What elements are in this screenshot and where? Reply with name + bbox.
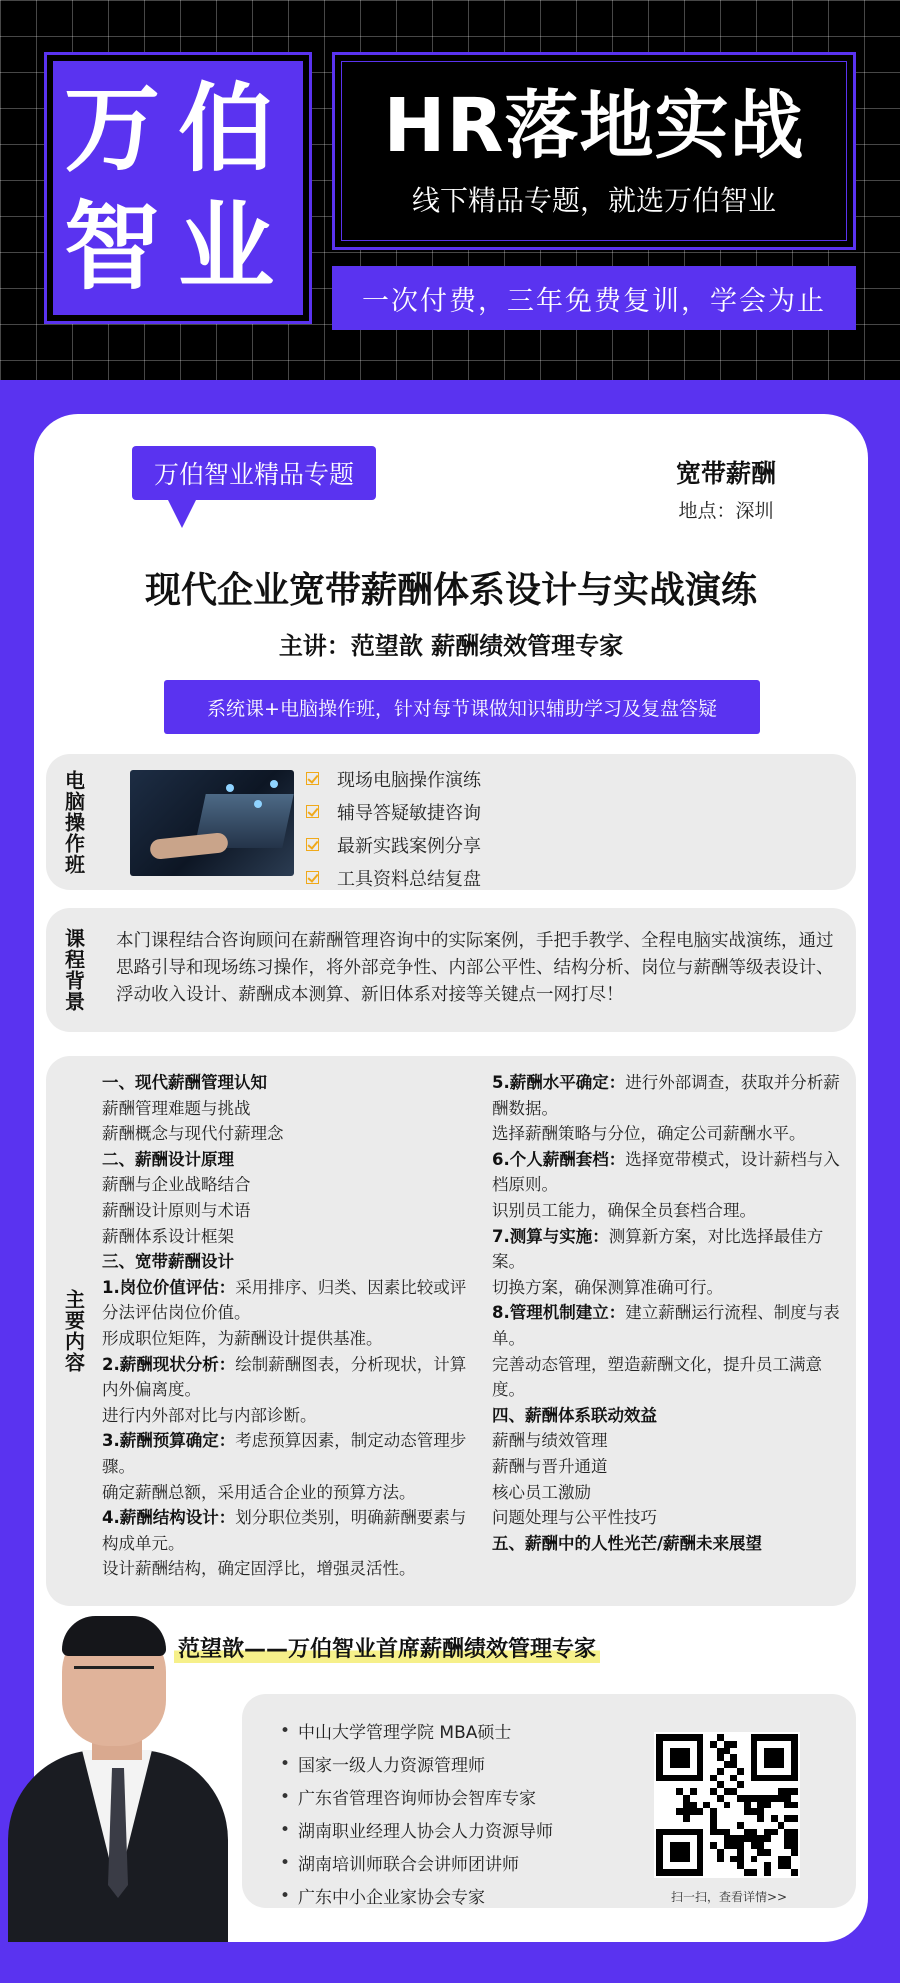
check-icon	[306, 772, 319, 785]
list-item: 5.薪酬水平确定：进行外部调查，获取并分析薪酬数据。	[492, 1073, 840, 1118]
list-item: 识别员工能力，确保全员套档合理。	[492, 1200, 756, 1220]
list-item: 问题处理与公平性技巧	[492, 1508, 657, 1528]
list-item: 薪酬与晋升通道	[492, 1456, 608, 1476]
contents-left-column	[102, 1070, 474, 1582]
list-item: • 广东中小企业家协会专家	[280, 1879, 553, 1912]
list-item: 选择薪酬策略与分位，确定公司薪酬水平。	[492, 1124, 806, 1144]
instructor-bio-panel	[242, 1694, 856, 1908]
course-title: 现代企业宽带薪酬体系设计与实战演练	[144, 570, 757, 611]
computer-class-list	[306, 762, 481, 894]
headline-box	[332, 52, 856, 250]
qr-block[interactable]	[654, 1732, 804, 1905]
list-item: 确定薪酬总额，采用适合企业的预算方法。	[102, 1482, 416, 1502]
list-item: 辅导答疑敏捷咨询	[306, 795, 481, 828]
brand-logo	[53, 61, 303, 315]
background-panel	[46, 908, 856, 1032]
list-item: 4.薪酬结构设计：划分职位类别，明确薪酬要素与构成单元。	[102, 1508, 467, 1553]
check-icon	[306, 805, 319, 818]
topic-tag: 万伯智业精品专题	[132, 446, 376, 500]
list-item: 完善动态管理，塑造薪酬文化，提升员工满意度。	[492, 1354, 822, 1400]
topic-info	[676, 454, 776, 523]
list-item: 设计薪酬结构，确定固浮比，增强灵活性。	[102, 1559, 416, 1579]
list-item: • 湖南职业经理人协会人力资源导师	[280, 1813, 553, 1846]
lecturer-line: 主讲：范望歆 薪酬绩效管理专家	[278, 632, 624, 660]
slogan-bar: 一次付费，三年免费复训，学会为止	[332, 266, 856, 330]
highlight-bar: 系统课+电脑操作班，针对每节课做知识辅助学习及复盘答疑	[164, 680, 760, 734]
list-item: 切换方案，确保测算准确可行。	[492, 1277, 723, 1297]
list-item: 形成职位矩阵，为薪酬设计提供基准。	[102, 1328, 383, 1348]
list-item: 2.薪酬现状分析：绘制薪酬图表，分析现状，计算内外偏离度。	[102, 1354, 467, 1400]
list-item: 8.管理机制建立：建立薪酬运行流程、制度与表单。	[492, 1303, 840, 1348]
contents-panel	[46, 1056, 856, 1606]
list-item: 薪酬与企业战略结合	[102, 1175, 251, 1195]
brand-line-1: 万伯	[64, 73, 292, 185]
list-item: 6.个人薪酬套档：选择宽带模式，设计薪档与入档原则。	[492, 1149, 840, 1195]
headline-subtitle: 线下精品专题，就选万伯智业	[411, 184, 776, 217]
instructor-title: 范望歆——万伯智业首席薪酬绩效管理专家	[174, 1632, 600, 1663]
list-item: • 中山大学管理学院 MBA硕士	[280, 1714, 553, 1747]
computer-class-label: 电脑操作班	[61, 769, 86, 875]
bio-list	[280, 1714, 553, 1912]
list-item: 核心员工激励	[492, 1482, 591, 1502]
header-banner	[0, 0, 900, 380]
section-heading: 三、宽带薪酬设计	[102, 1252, 234, 1272]
section-heading: 一、现代薪酬管理认知	[102, 1073, 267, 1092]
section-heading: 五、薪酬中的人性光芒/薪酬未来展望	[492, 1533, 763, 1553]
check-icon	[306, 838, 319, 851]
brand-line-2: 智业	[64, 191, 292, 303]
topic-name: 宽带薪酬	[675, 459, 776, 488]
list-item: 薪酬体系设计框架	[102, 1226, 234, 1246]
list-item: 7.测算与实施：测算新方案，对比选择最佳方案。	[492, 1226, 824, 1272]
contents-label: 主要内容	[61, 1289, 86, 1373]
laptop-photo	[130, 770, 294, 876]
list-item: 3.薪酬预算确定：考虑预算因素，制定动态管理步骤。	[102, 1431, 467, 1476]
check-icon	[306, 871, 319, 884]
list-item: 1.岗位价值评估：采用排序、归类、因素比较或评分法评估岗位价值。	[102, 1277, 467, 1323]
qr-caption: 扫一扫，查看详情>>	[670, 1890, 788, 1904]
brand-logo-box	[44, 52, 312, 324]
contents-right-column	[492, 1070, 844, 1556]
background-text: 本门课程结合咨询顾问在薪酬管理咨询中的实际案例，手把手教学、全程电脑实战演练，通过思路引导和现场练习操作，将外部竞争性、内部公平性、结构分析、岗位与薪酬等级表设计、浮动收入设计、薪酬成本测算、新旧体系对接等关键点一网打尽！	[116, 931, 834, 1005]
headline-title: HR落地实战	[383, 83, 805, 169]
list-item: • 国家一级人力资源管理师	[280, 1747, 553, 1780]
section-heading: 二、薪酬设计原理	[102, 1149, 234, 1169]
list-item: 现场电脑操作演练	[306, 762, 481, 795]
list-item: 进行内外部对比与内部诊断。	[102, 1405, 317, 1425]
background-label: 课程背景	[61, 928, 86, 1012]
instructor-portrait	[0, 1600, 236, 1942]
computer-class-panel	[46, 754, 856, 890]
section-heading: 四、薪酬体系联动效益	[492, 1405, 657, 1425]
list-item: 工具资料总结复盘	[306, 861, 481, 894]
list-item: 最新实践案例分享	[306, 828, 481, 861]
location: 地点：深圳	[678, 500, 774, 522]
list-item: • 湖南培训师联合会讲师团讲师	[280, 1846, 553, 1879]
list-item: 薪酬设计原则与术语	[102, 1200, 251, 1220]
list-item: 薪酬与绩效管理	[492, 1431, 608, 1451]
qr-code-icon[interactable]	[654, 1732, 800, 1878]
list-item: 薪酬概念与现代付薪理念	[102, 1124, 284, 1144]
list-item: • 广东省管理咨询师协会智库专家	[280, 1780, 553, 1813]
list-item: 薪酬管理难题与挑战	[102, 1098, 251, 1118]
